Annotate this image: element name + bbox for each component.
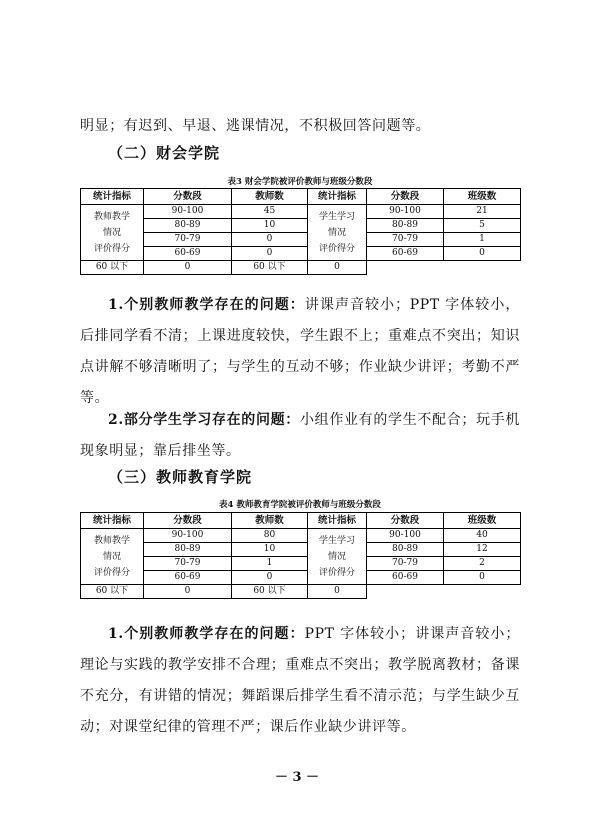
range-cell: 70-79 — [367, 557, 444, 571]
table-row — [81, 585, 521, 599]
class-count-cell: 12 — [444, 543, 521, 557]
range-cell: 90-100 — [367, 529, 444, 543]
range-cell: 80-89 — [367, 543, 444, 557]
class-count-cell: 2 — [444, 557, 521, 571]
teacher-count-cell: 0 — [144, 585, 232, 599]
table-row — [81, 543, 521, 557]
range-cell: 70-79 — [144, 557, 232, 571]
class-count-cell: 40 — [444, 529, 521, 543]
teacher-count-cell: 10 — [232, 543, 308, 557]
left-group-label: 教师教学 情况 评价得分 — [81, 529, 144, 585]
teacher-count-cell: 80 — [232, 529, 308, 543]
table-row — [81, 247, 521, 261]
range-cell: 60 以下 — [81, 261, 144, 275]
finance-student-issues — [80, 405, 520, 467]
teacher-education-issues — [80, 619, 520, 743]
table-header: 班级数 — [444, 513, 521, 529]
left-group-label: 教师教学 情况 评价得分 — [81, 205, 144, 261]
table-row — [81, 557, 521, 571]
range-cell: 70-79 — [144, 233, 232, 247]
issue-label: 1.个别教师教学存在的问题： — [108, 297, 305, 313]
range-cell: 60-69 — [367, 571, 444, 585]
table-caption-3: 表3 财会学院被评价教师与班级分数段 — [227, 177, 373, 187]
range-cell: 60-69 — [144, 571, 232, 585]
score-table-3 — [80, 188, 521, 275]
table-row — [81, 261, 521, 275]
teacher-count-cell: 0 — [232, 233, 308, 247]
table-caption-4: 表4 教师教育学院被评价教师与班级分数段 — [219, 500, 381, 510]
table-header: 分数段 — [367, 513, 444, 529]
range-cell: 80-89 — [144, 219, 232, 233]
class-count-cell: 0 — [444, 571, 521, 585]
range-cell: 60 以下 — [81, 585, 144, 599]
teacher-count-cell: 45 — [232, 205, 308, 219]
table-header: 分数段 — [144, 189, 232, 205]
table-header-row — [81, 189, 521, 205]
table-header: 教师数 — [232, 189, 308, 205]
range-cell: 80-89 — [367, 219, 444, 233]
teacher-count-cell: 0 — [232, 247, 308, 261]
table-header: 班级数 — [444, 189, 521, 205]
table-row — [81, 529, 521, 543]
finance-teacher-issues — [80, 290, 520, 414]
class-count-cell: 1 — [444, 233, 521, 247]
teacher-count-cell: 10 — [232, 219, 308, 233]
class-count-cell: 0 — [308, 585, 367, 599]
table-header-row — [81, 513, 521, 529]
table-row — [81, 219, 521, 233]
right-group-label: 学生学习 情况 评价得分 — [308, 529, 367, 585]
table-header: 统计指标 — [308, 513, 367, 529]
table-header: 分数段 — [367, 189, 444, 205]
table-row — [81, 233, 521, 247]
issue-text: PPT 字体较小；讲课声音较小；理论与实践的教学安排不合理；重难点不突出；教学脱离教材；备课不充分，有讲错的情况；舞蹈课后排学生看不清示范；与学生缺少互动；对课堂纪律的管理不严；课后作业缺少讲评等。 — [80, 626, 520, 735]
issue-text: 讲课声音较小；PPT 字体较小，后排同学看不清；上课进度较快，学生跟不上；重难点不突出；知识点讲解不够清晰明了；与学生的互动不够；作业缺少讲评；考勤不严等。 — [80, 297, 520, 406]
class-count-cell: 5 — [444, 219, 521, 233]
section-heading-teacher-education: （三）教师教育学院 — [108, 468, 253, 486]
right-group-label: 学生学习 情况 评价得分 — [308, 205, 367, 261]
range-cell: 80-89 — [144, 543, 232, 557]
class-count-cell: 21 — [444, 205, 521, 219]
issue-label: 2.部分学生学习存在的问题： — [108, 412, 300, 428]
issue-text: 小组作业有的学生不配合；玩手机现象明显；靠后排坐等。 — [80, 412, 521, 459]
table-header: 统计指标 — [308, 189, 367, 205]
range-cell: 60 以下 — [232, 261, 308, 275]
range-cell: 60 以下 — [232, 585, 308, 599]
table-header: 分数段 — [144, 513, 232, 529]
teacher-count-cell: 0 — [232, 571, 308, 585]
table-row — [81, 571, 521, 585]
range-cell: 70-79 — [367, 233, 444, 247]
class-count-cell: 0 — [444, 247, 521, 261]
class-count-cell: 0 — [308, 261, 367, 275]
range-cell: 60-69 — [144, 247, 232, 261]
page-number: － 3 － — [274, 770, 320, 785]
teacher-count-cell: 1 — [232, 557, 308, 571]
table-header: 教师数 — [232, 513, 308, 529]
score-table-4 — [80, 512, 521, 599]
table-header: 统计指标 — [81, 513, 144, 529]
section-heading-finance: （二）财会学院 — [108, 144, 221, 162]
range-cell: 90-100 — [144, 205, 232, 219]
range-cell: 90-100 — [367, 205, 444, 219]
range-cell: 60-69 — [367, 247, 444, 261]
teacher-count-cell: 0 — [144, 261, 232, 275]
intro-paragraph: 明显；有迟到、早退、逃课情况，不积极回答问题等。 — [80, 118, 431, 134]
table-row — [81, 205, 521, 219]
range-cell: 90-100 — [144, 529, 232, 543]
issue-label: 1.个别教师教学存在的问题： — [108, 626, 305, 642]
table-header: 统计指标 — [81, 189, 144, 205]
